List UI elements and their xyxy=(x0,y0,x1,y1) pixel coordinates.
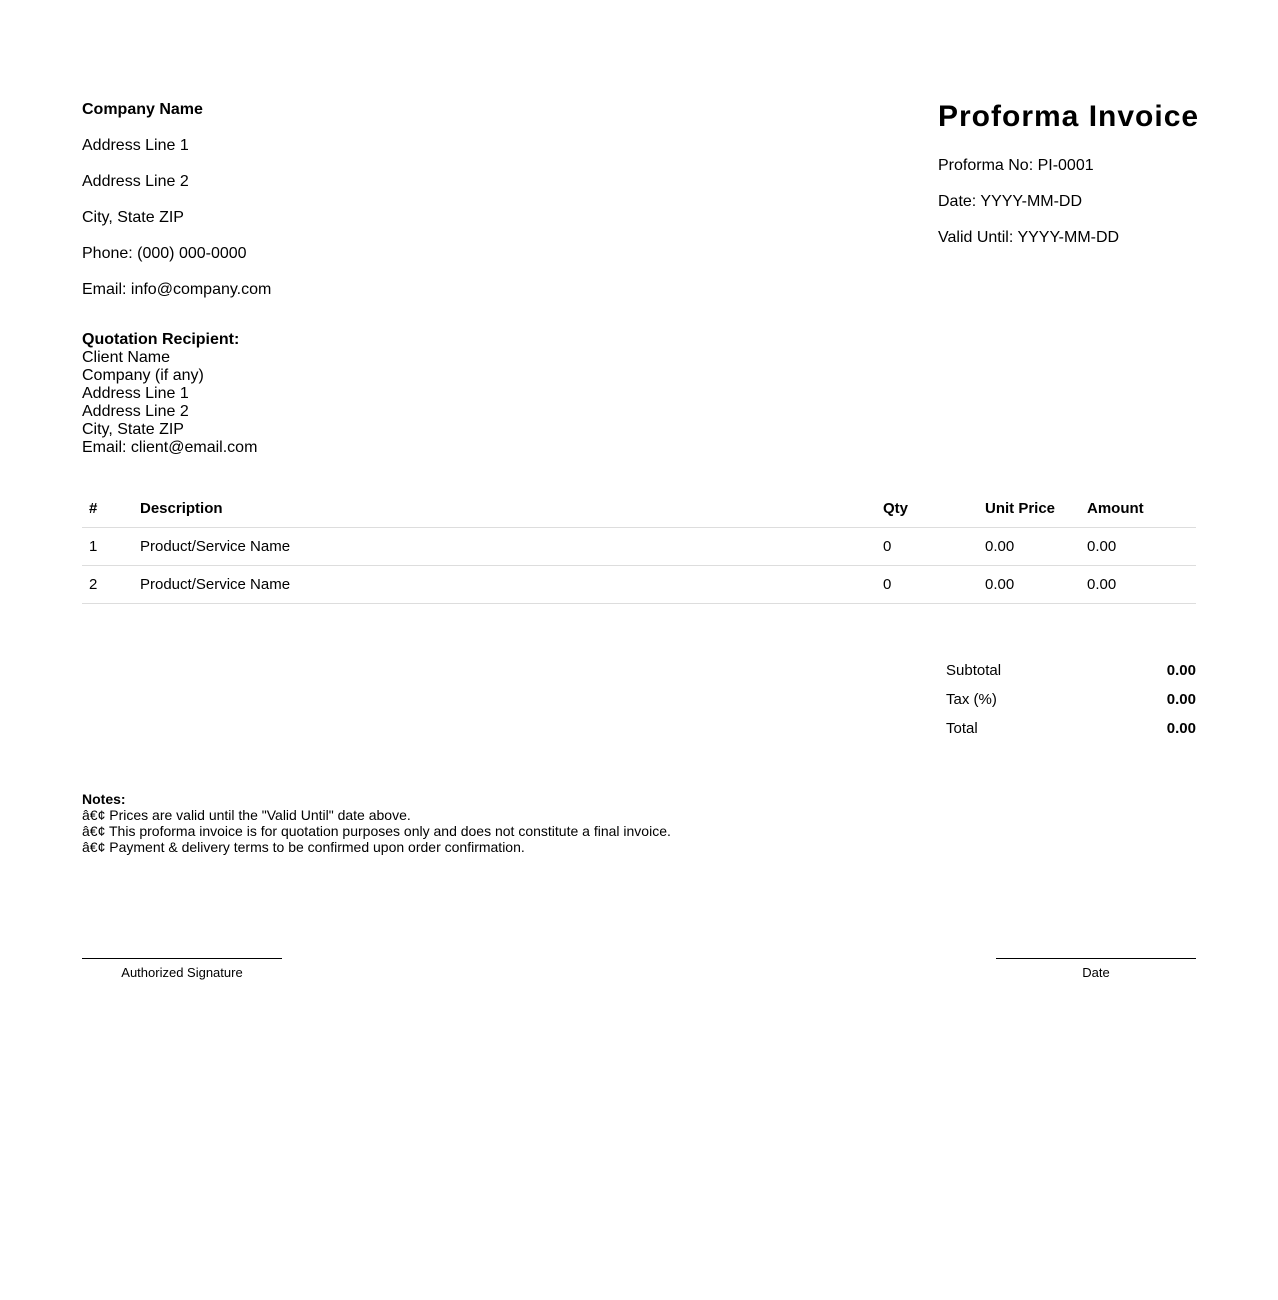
row-number: 1 xyxy=(82,528,140,566)
recipient-client-name: Client Name xyxy=(82,349,171,366)
subtotal-row xyxy=(946,660,1196,689)
row-amount: 0.00 xyxy=(1080,528,1196,566)
company-address-line-2: Address Line 2 xyxy=(82,173,189,190)
note-item: â€¢ Prices are valid until the "Valid Until" date above. xyxy=(82,807,411,823)
note-item: â€¢ Payment & delivery terms to be confirmed upon order confirmation. xyxy=(82,839,525,855)
row-unit-price: 0.00 xyxy=(978,528,1080,566)
company-address-line-1: Address Line 1 xyxy=(82,137,189,154)
row-amount: 0.00 xyxy=(1080,566,1196,604)
signature-line xyxy=(82,958,282,959)
authorized-signature-label: Authorized Signature xyxy=(121,965,243,980)
header-amount: Amount xyxy=(1080,490,1196,528)
recipient-label: Quotation Recipient: xyxy=(82,331,240,348)
invoice-date: Date: YYYY-MM-DD xyxy=(938,193,1083,210)
date-line xyxy=(996,958,1196,959)
company-phone: Phone: (000) 000-0000 xyxy=(82,245,247,262)
date-signature-label: Date xyxy=(1082,965,1110,980)
recipient-city-state-zip: City, State ZIP xyxy=(82,421,184,438)
valid-until: Valid Until: YYYY-MM-DD xyxy=(938,229,1120,246)
row-description: Product/Service Name xyxy=(140,566,876,604)
total-value: 0.00 xyxy=(1166,720,1196,737)
tax-value: 0.00 xyxy=(1166,691,1196,708)
header-qty: Qty xyxy=(876,490,978,528)
totals-summary xyxy=(946,660,1196,747)
row-qty: 0 xyxy=(876,566,978,604)
table-row xyxy=(82,566,1196,604)
proforma-number: Proforma No: PI-0001 xyxy=(938,157,1094,174)
row-number: 2 xyxy=(82,566,140,604)
table-row xyxy=(82,528,1196,566)
recipient-company: Company (if any) xyxy=(82,367,204,384)
invoice-header xyxy=(938,99,1200,265)
total-label: Total xyxy=(946,720,978,737)
header-number: # xyxy=(82,490,140,528)
company-info xyxy=(82,101,271,317)
recipient-email: Email: client@email.com xyxy=(82,439,258,456)
page-title: Proforma Invoice xyxy=(938,100,1200,133)
row-description: Product/Service Name xyxy=(140,528,876,566)
authorized-signature-block xyxy=(82,958,282,980)
note-item: â€¢ This proforma invoice is for quotation purposes only and does not constitute a final invoice. xyxy=(82,823,671,839)
recipient-address-line-2: Address Line 2 xyxy=(82,403,189,420)
recipient-address-line-1: Address Line 1 xyxy=(82,385,189,402)
tax-row xyxy=(946,689,1196,718)
table-header-row xyxy=(82,490,1196,528)
subtotal-label: Subtotal xyxy=(946,662,1002,679)
total-row xyxy=(946,718,1196,747)
tax-label: Tax (%) xyxy=(946,691,997,708)
company-email: Email: info@company.com xyxy=(82,281,272,298)
line-items-table xyxy=(82,490,1196,604)
subtotal-value: 0.00 xyxy=(1166,662,1196,679)
row-unit-price: 0.00 xyxy=(978,566,1080,604)
notes-section xyxy=(82,791,671,855)
recipient-info xyxy=(82,331,257,457)
header-description: Description xyxy=(140,490,876,528)
date-signature-block xyxy=(996,958,1196,980)
notes-label: Notes: xyxy=(82,791,126,807)
row-qty: 0 xyxy=(876,528,978,566)
company-name: Company Name xyxy=(82,101,203,118)
header-unit-price: Unit Price xyxy=(978,490,1080,528)
company-city-state-zip: City, State ZIP xyxy=(82,209,184,226)
